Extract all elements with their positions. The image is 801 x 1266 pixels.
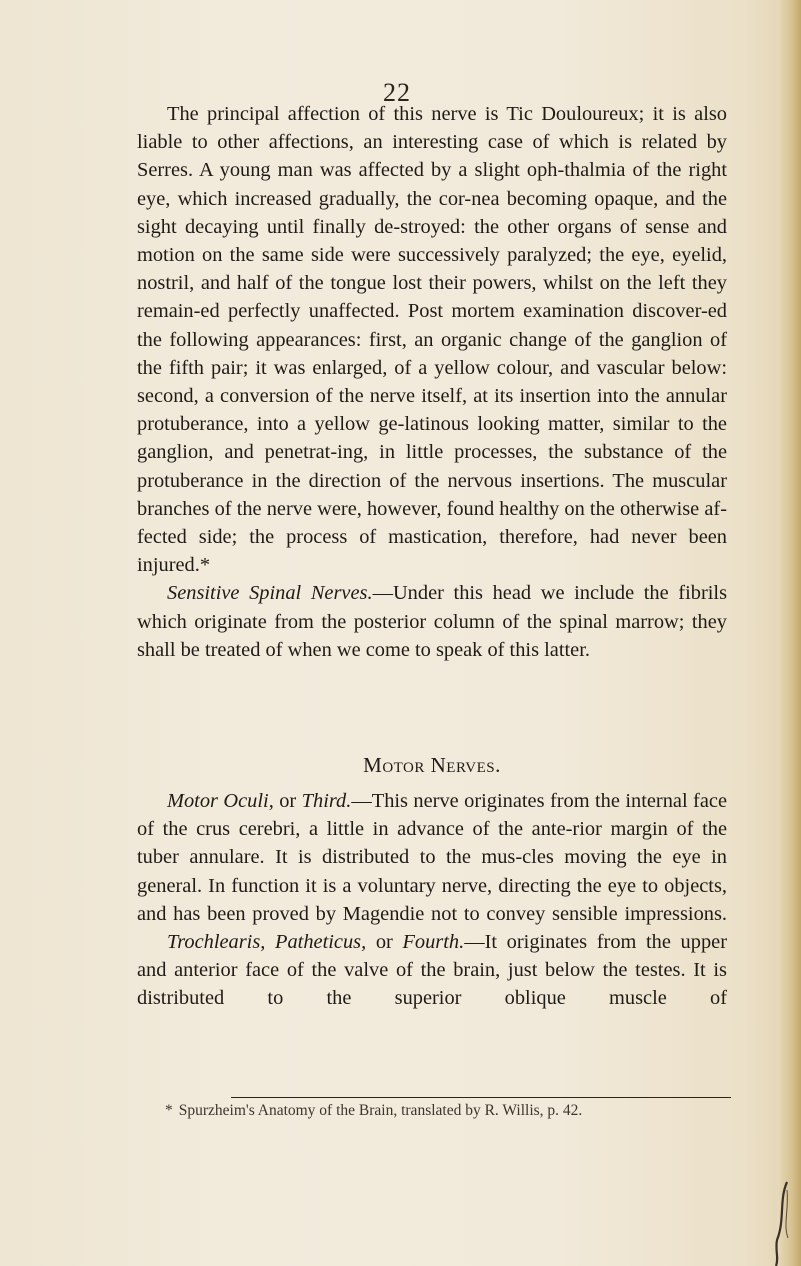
paper-fiber-mark bbox=[773, 1180, 791, 1266]
paragraph-sensitive-spinal-nerves bbox=[137, 579, 727, 664]
motor-nerves-text bbox=[137, 787, 727, 1013]
paragraph-trochlearis bbox=[137, 928, 727, 1013]
sensitive-spinal-nerves-title: Sensitive Spinal Nerves. bbox=[167, 582, 373, 605]
page-number: 22 bbox=[383, 78, 411, 107]
motor-oculi-text: —This nerve originates from the internal face of the crus cerebri, a little in advance of the ante-rior margin of the tuber annulare. It is distributed to the mus-cles moving the eye in general. In function it is a voluntary nerve, directing the eye to objects, and has been proved by Magendie not to convey sensible impressions. bbox=[137, 790, 727, 925]
footnote-rule bbox=[231, 1097, 731, 1098]
section-heading-motor-nerves: Motor Nerves. bbox=[363, 753, 501, 777]
motor-oculi-title: Motor Oculi, bbox=[167, 790, 274, 812]
trochlearis-fourth: Fourth. bbox=[402, 931, 465, 954]
paragraph-tic-douloureux: The principal affection of this nerve is Tic Douloureux; it is also liable to other affections, an interesting case of which is related by Serres. A young man was affected by a slight oph-thalmia of the right eye, which increased gradually, the cor-nea becoming opaque, and the sight decaying until finally de-stroyed: the other organs of sense and motion on the same side were successively paralyzed; the eye, eyelid, nostril, and half of the tongue lost their powers, whilst on the left they remain-ed perfectly unaffected. Post mortem examination discover-ed the following appearances: first, an organic change of the ganglion of the fifth pair; it was enlarged, of a yellow colour, and vascular below: second, a conversion of the nerve itself, at its insertion into the annular protuberance, into a yellow ge-latinous looking matter, similar to the ganglion, and penetrat-ing, in little processes, the substance of the protuberance in the direction of the nervous insertions. The muscular branches of the nerve were, however, found healthy on the otherwise af-fected side; the process of mastication, therefore, had never been injured.* bbox=[137, 103, 727, 577]
footnote-text: Spurzheim's Anatomy of the Brain, translated by R. Willis, p. 42. bbox=[178, 1102, 583, 1119]
footnote bbox=[165, 1100, 735, 1122]
footnote-mark: * bbox=[165, 1102, 173, 1119]
trochlearis-or: or bbox=[366, 931, 403, 954]
motor-oculi-third: Third. bbox=[301, 790, 352, 812]
trochlearis-title: Trochlearis, Patheticus, bbox=[167, 931, 367, 954]
page-edge-stain bbox=[779, 0, 801, 1266]
paragraph-motor-oculi bbox=[137, 787, 727, 928]
trochlearis-text: —It originates from the upper and anterior face of the valve of the brain, just below the testes. It is distributed to the superior oblique muscle of bbox=[137, 931, 727, 1010]
sensitive-spinal-nerves-text: —Under this head we include the fibrils which originate from the posterior column of the spinal marrow; they shall be treated of when we come to speak of this latter. bbox=[137, 582, 728, 661]
motor-oculi-or: or bbox=[273, 790, 302, 812]
body-text bbox=[137, 100, 727, 664]
